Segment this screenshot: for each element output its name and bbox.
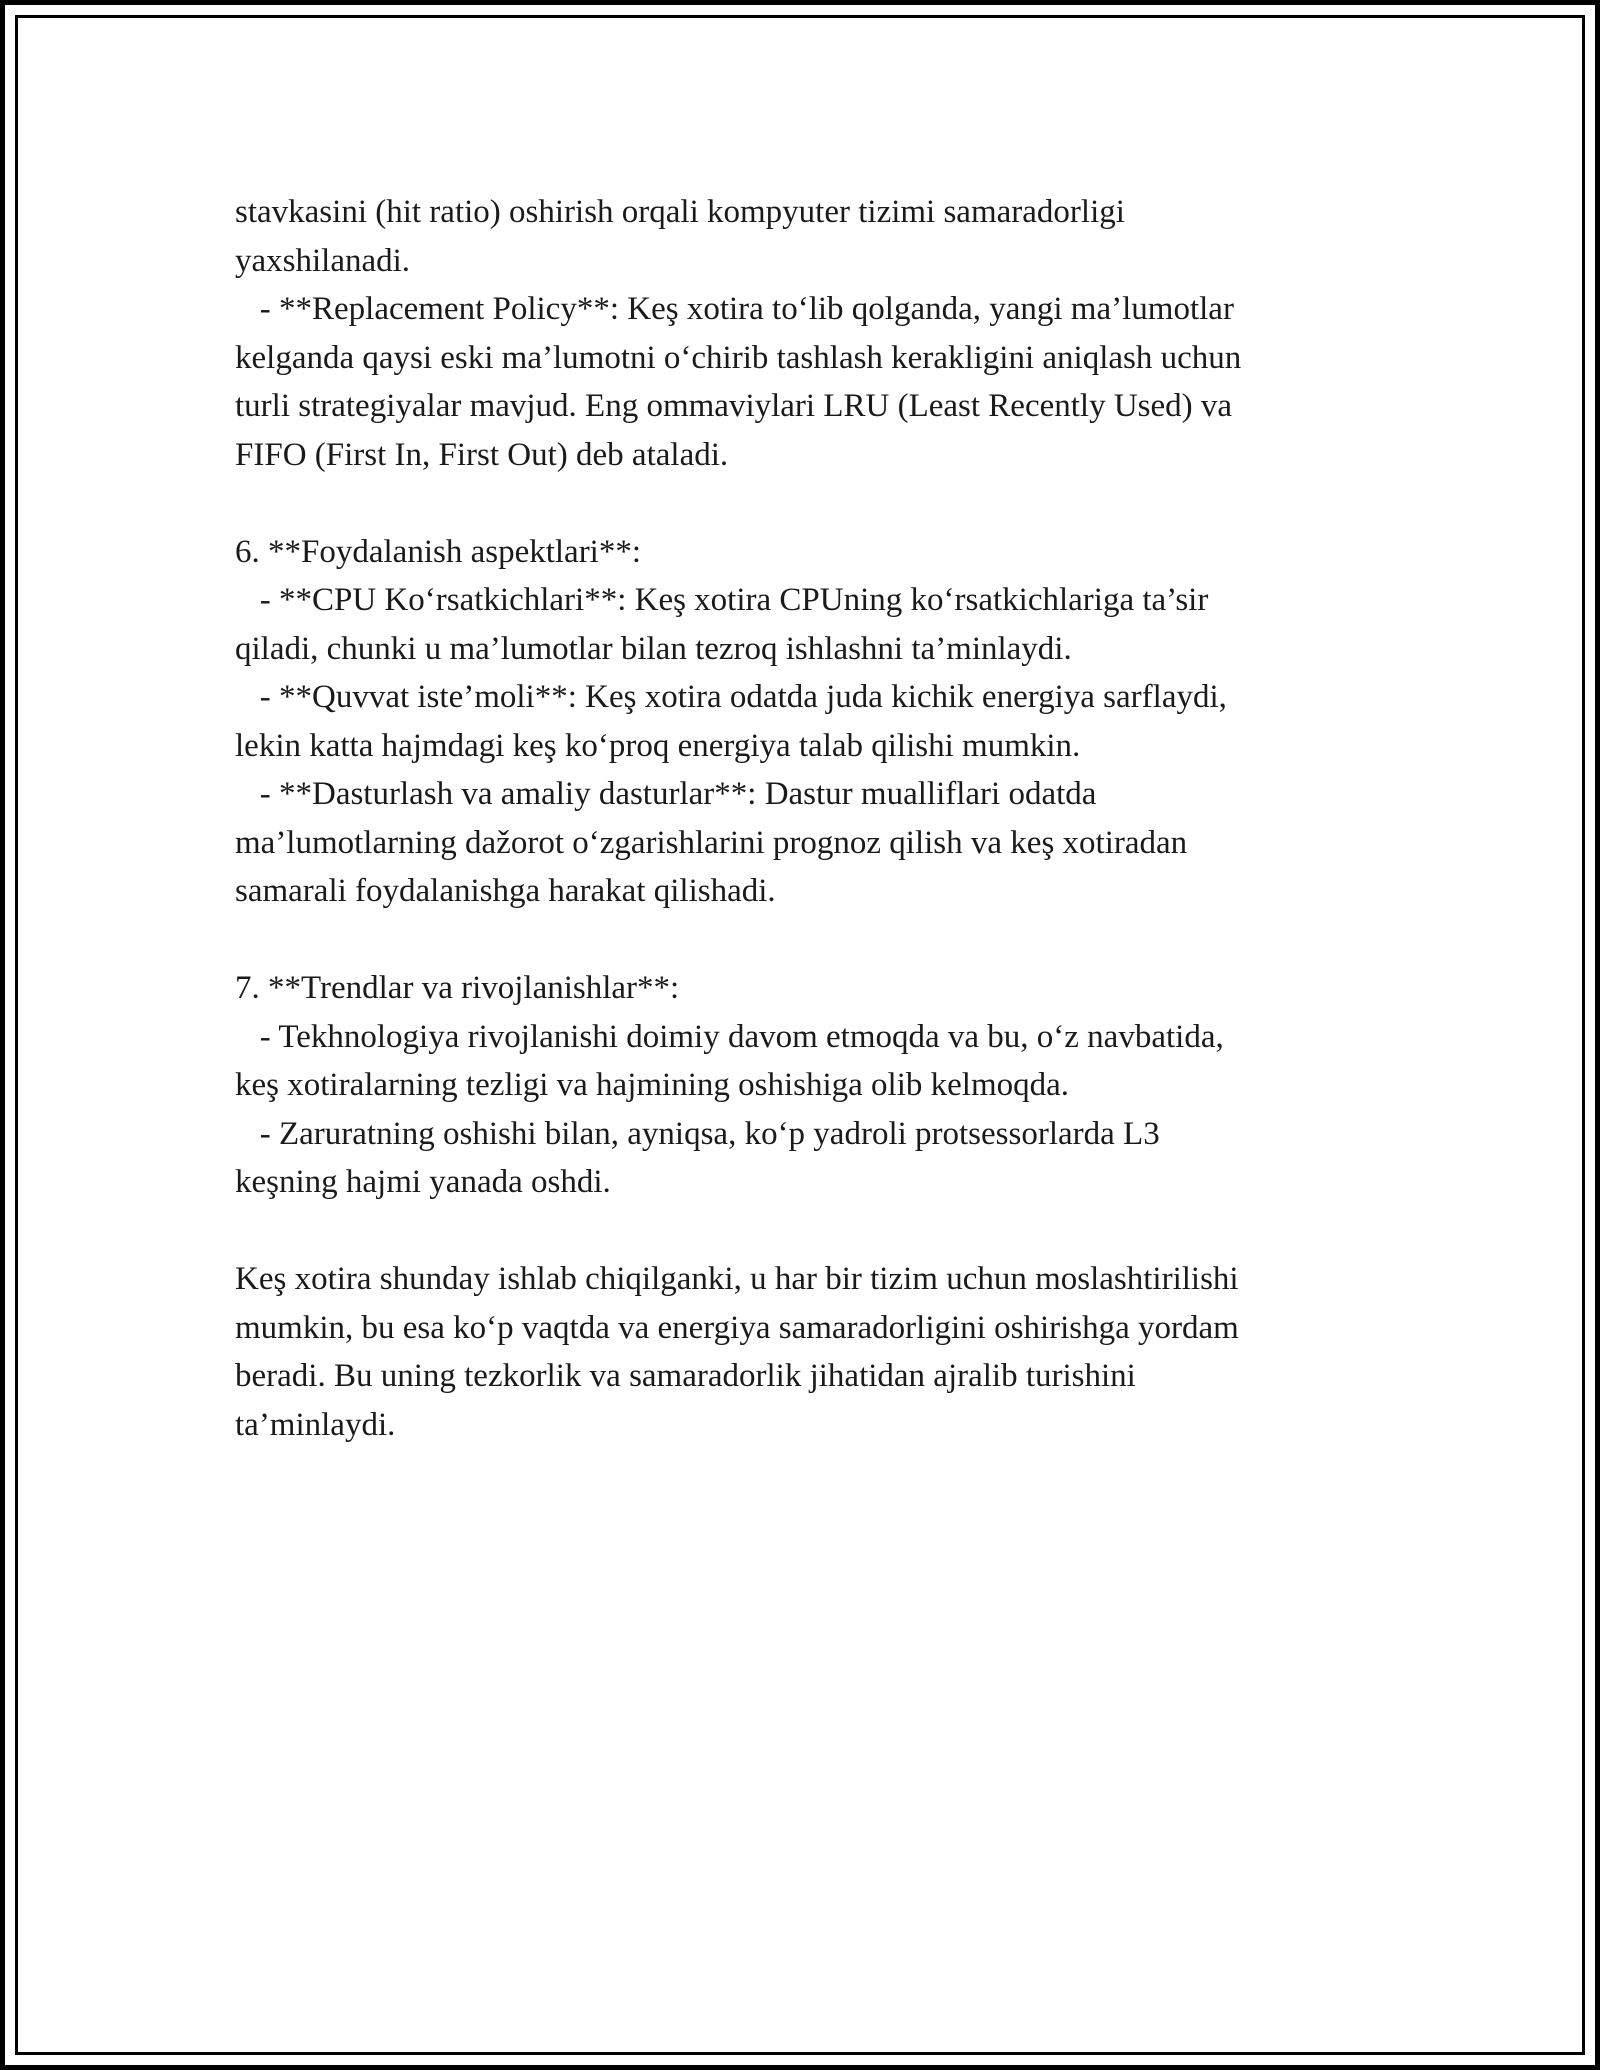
text-line: - Zaruratning oshishi bilan, ayniqsa, ko‘p yadroli protsessorlarda L3 (235, 1115, 1160, 1152)
text-line: - **Quvvat iste’moli**: Keş xotira odatda juda kichik energiya sarflaydi, (235, 679, 1227, 715)
section-usage-aspects (235, 528, 1415, 916)
text-line: - **Replacement Policy**: Keş xotira to‘lib qolganda, yangi ma’lumotlar (235, 291, 1234, 327)
text-line: samarali foydalanishga harakat qilishadi. (235, 873, 776, 909)
text-line: - **Dasturlash va amaliy dasturlar**: Dastur mualliflari odatda (235, 776, 1097, 812)
paragraph-cache-policy (235, 188, 1415, 479)
text-line: kelganda qaysi eski ma’lumotni o‘chirib tashlash kerakligini aniqlash uchun (235, 339, 1242, 376)
paragraph-spacer (235, 1207, 1415, 1256)
text-line: mumkin, bu esa ko‘p vaqtda va energiya samaradorligini oshirishga yordam (235, 1309, 1239, 1346)
text-line: Keş xotira shunday ishlab chiqilganki, u har bir tizim uchun moslashtirilishi (235, 1261, 1239, 1297)
text-line: lekin katta hajmdagi keş ko‘proq energiya talab qilishi mumkin. (235, 727, 1081, 764)
section-heading: 7. **Trendlar va rivojlanishlar**: (235, 970, 680, 1006)
text-line: ta’minlaydi. (235, 1406, 396, 1443)
paragraph-conclusion (235, 1255, 1415, 1449)
text-line: keşning hajmi yanada oshdi. (235, 1164, 611, 1200)
section-trends (235, 964, 1415, 1207)
text-line: FIFO (First In, First Out) deb ataladi. (235, 436, 729, 473)
text-line: qiladi, chunki u ma’lumotlar bilan tezroq ishlashni ta’minlaydi. (235, 630, 1072, 667)
document-body (235, 188, 1415, 1449)
section-heading: 6. **Foydalanish aspektlari**: (235, 533, 642, 570)
text-line: beradi. Bu uning tezkorlik va samaradorlik jihatidan ajralib turishini (235, 1358, 1136, 1394)
text-line: - Tekhnologiya rivojlanishi doimiy davom etmoqda va bu, o‘z navbatida, (235, 1018, 1224, 1055)
text-line: - **CPU Ko‘rsatkichlari**: Keş xotira CPUning ko‘rsatkichlariga ta’sir (235, 582, 1209, 618)
text-line: ma’lumotlarning dažorot o‘zgarishlarini prognoz qilish va keş xotiradan (235, 824, 1188, 861)
text-line: turli strategiyalar mavjud. Eng ommaviylari LRU (Least Recently Used) va (235, 388, 1233, 424)
paragraph-spacer (235, 479, 1415, 528)
text-line: yaxshilanadi. (235, 242, 411, 279)
text-line: stavkasini (hit ratio) oshirish orqali kompyuter tizimi samaradorligi (235, 194, 1125, 230)
paragraph-spacer (235, 916, 1415, 965)
text-line: keş xotiralarning tezligi va hajmining oshishiga olib kelmoqda. (235, 1067, 1070, 1103)
